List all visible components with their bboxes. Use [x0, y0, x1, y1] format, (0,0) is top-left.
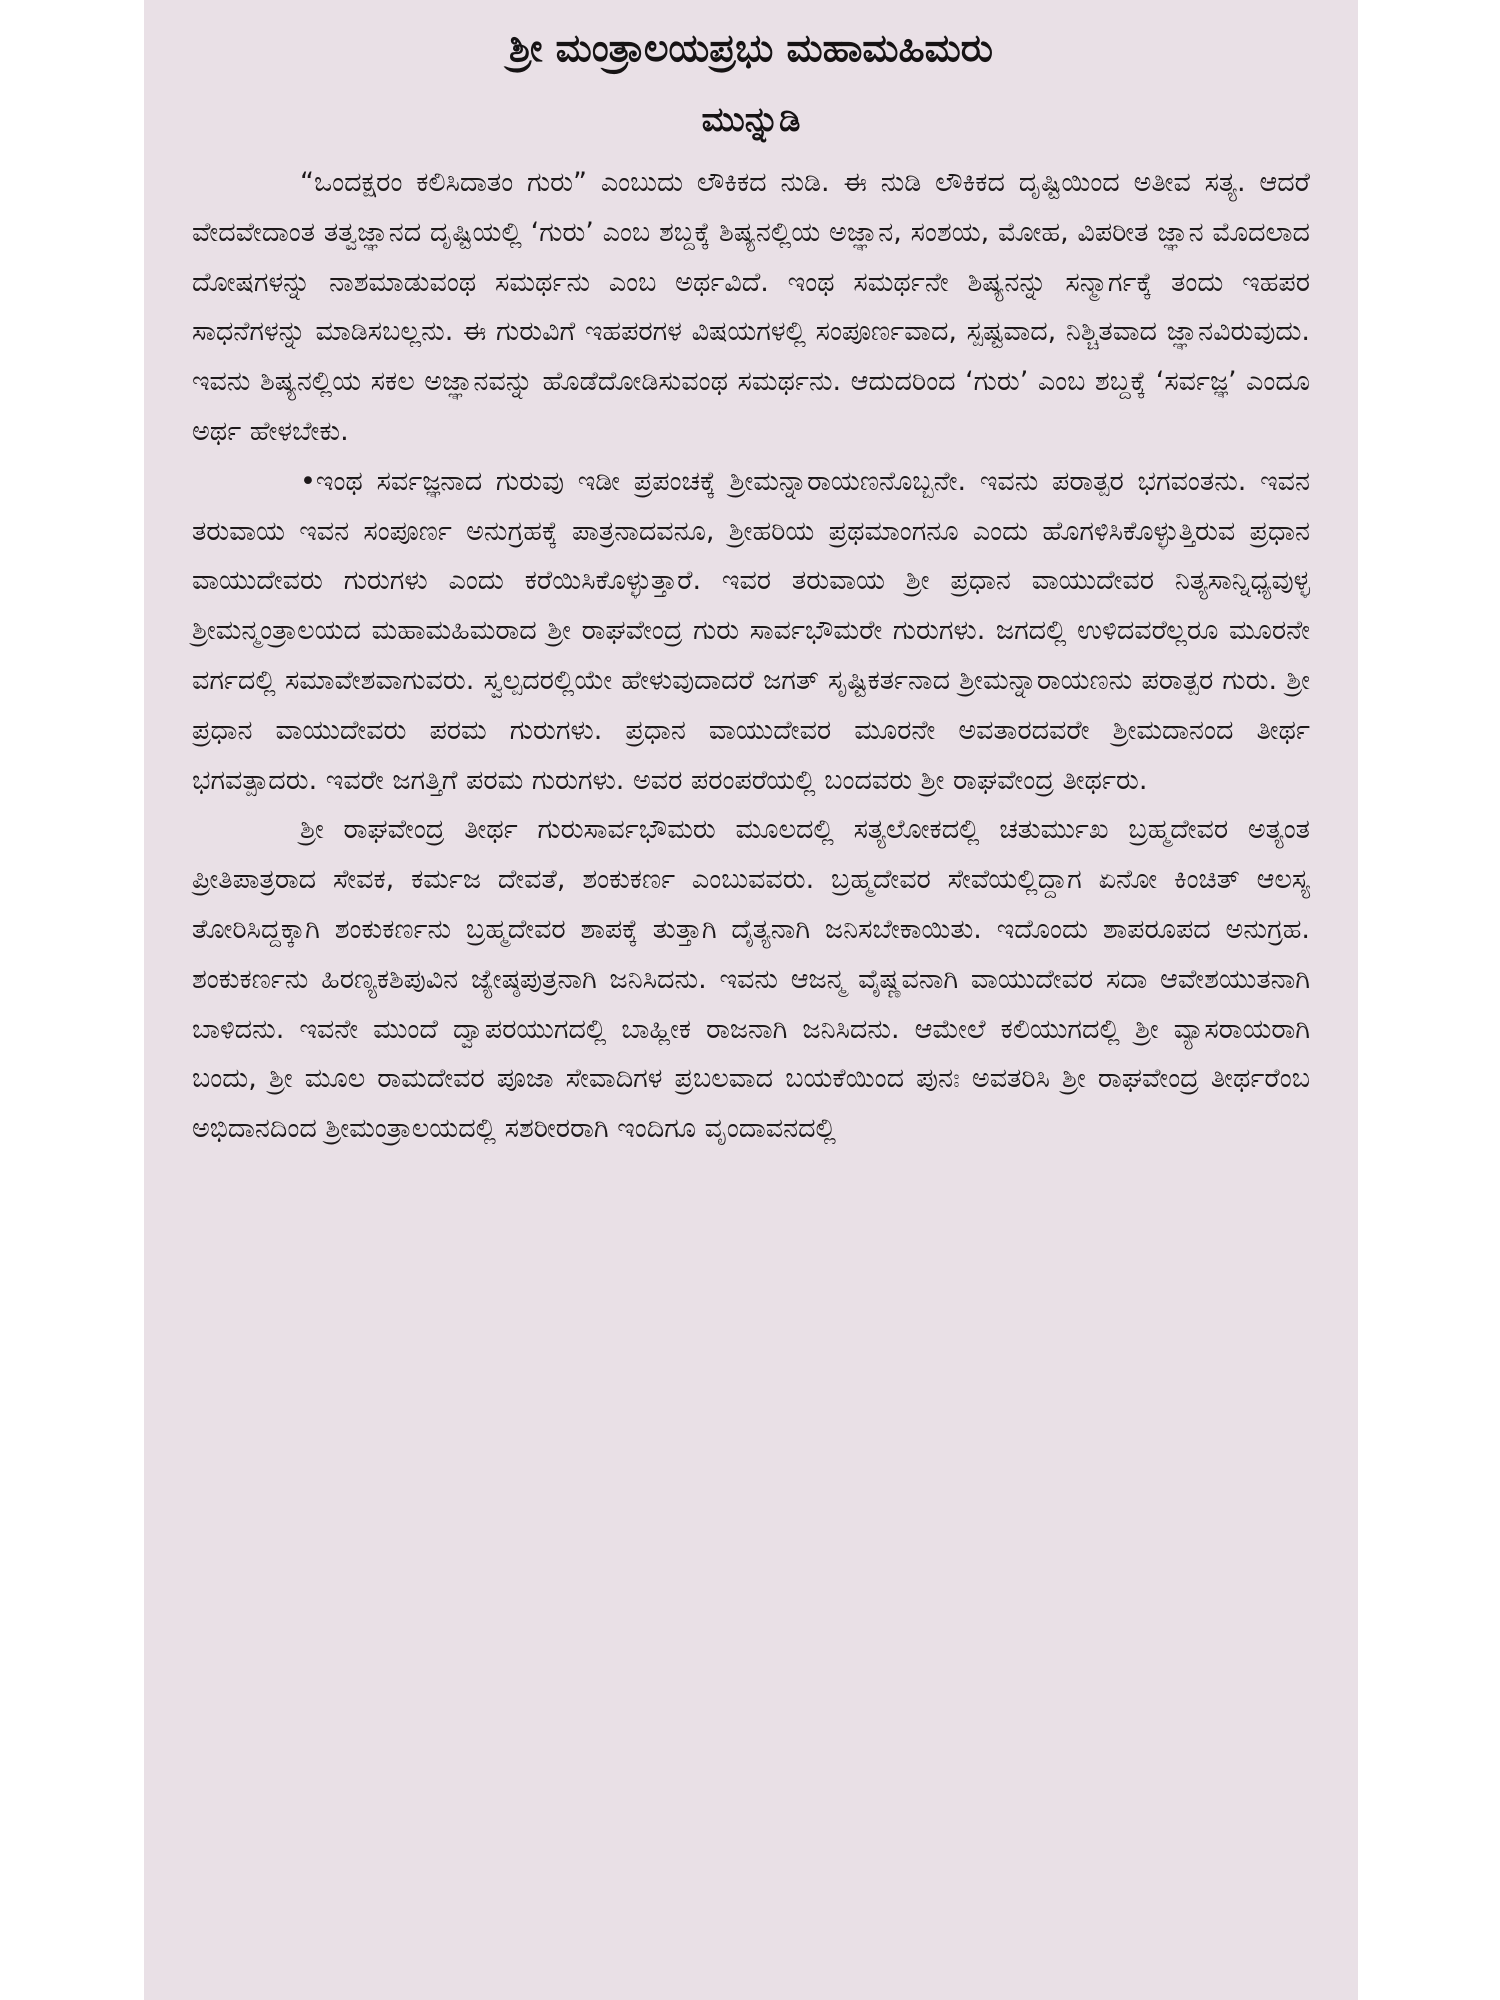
- section-heading: ಮುನ್ನುಡಿ: [701, 100, 801, 140]
- paragraph-1: “ಒಂದಕ್ಷರಂ ಕಲಿಸಿದಾತಂ ಗುರು” ಎಂಬುದು ಲೌಕಿಕದ ನುಡಿ. ಈ ನುಡಿ ಲೌಕಿಕದ ದೃಷ್ಟಿಯಿಂದ ಅತೀವ ಸತ್ಯ. ಆದರೆ ವೇದವೇದಾಂತ ತತ್ವಜ್ಞಾನದ ದೃಷ್ಟಿಯಲ್ಲಿ ‘ಗುರು’ ಎಂಬ ಶಬ್ದಕ್ಕೆ ಶಿಷ್ಯನಲ್ಲಿಯ ಅಜ್ಞಾನ, ಸಂಶಯ, ಮೋಹ, ವಿಪರೀತ ಜ್ಞಾನ ಮೊದಲಾದ ದೋಷಗಳನ್ನು ನಾಶಮಾಡುವಂಥ ಸಮರ್ಥನು ಎಂಬ ಅರ್ಥವಿದೆ. ಇಂಥ ಸಮರ್ಥನೇ ಶಿಷ್ಯನನ್ನು ಸನ್ಮಾರ್ಗಕ್ಕೆ ತಂದು ಇಹಪರ ಸಾಧನೆಗಳನ್ನು ಮಾಡಿಸಬಲ್ಲನು. ಈ ಗುರುವಿಗೆ ಇಹಪರಗಳ ವಿಷಯಗಳಲ್ಲಿ ಸಂಪೂರ್ಣವಾದ, ಸ್ಪಷ್ಟವಾದ, ನಿಶ್ಚಿತವಾದ ಜ್ಞಾನವಿರುವುದು. ಇವನು ಶಿಷ್ಯನಲ್ಲಿಯ ಸಕಲ ಅಜ್ಞಾನವನ್ನು ಹೊಡೆದೋಡಿಸುವಂಥ ಸಮರ್ಥನು. ಆದುದರಿಂದ ‘ಗುರು’ ಎಂಬ ಶಬ್ದಕ್ಕೆ ‘ಸರ್ವಜ್ಞ’ ಎಂದೂ ಅರ್ಥ ಹೇಳಬೇಕು.: [192, 167, 1310, 447]
- page-title: ಶ್ರೀ ಮಂತ್ರಾಲಯಪ್ರಭು ಮಹಾಮಹಿಮರು: [509, 26, 993, 70]
- paragraph-2: •ಇಂಥ ಸರ್ವಜ್ಞನಾದ ಗುರುವು ಇಡೀ ಪ್ರಪಂಚಕ್ಕೆ ಶ್ರೀಮನ್ನಾರಾಯಣನೊಬ್ಬನೇ. ಇವನು ಪರಾತ್ಪರ ಭಗವಂತನು. ಇವನ ತರುವಾಯ ಇವನ ಸಂಪೂರ್ಣ ಅನುಗ್ರಹಕ್ಕೆ ಪಾತ್ರನಾದವನೂ, ಶ್ರೀಹರಿಯ ಪ್ರಥಮಾಂಗನೂ ಎಂದು ಹೊಗಳಿಸಿಕೊಳ್ಳುತ್ತಿರುವ ಪ್ರಧಾನ ವಾಯುದೇವರು ಗುರುಗಳು ಎಂದು ಕರೆಯಿಸಿಕೊಳ್ಳುತ್ತಾರೆ. ಇವರ ತರುವಾಯ ಶ್ರೀ ಪ್ರಧಾನ ವಾಯುದೇವರ ನಿತ್ಯಸಾನ್ನಿಧ್ಯವುಳ್ಳ ಶ್ರೀಮನ್ಮಂತ್ರಾಲಯದ ಮಹಾಮಹಿಮರಾದ ಶ್ರೀ ರಾಘವೇಂದ್ರ ಗುರು ಸಾರ್ವಭೌಮರೇ ಗುರುಗಳು. ಜಗದಲ್ಲಿ ಉಳಿದವರೆಲ್ಲರೂ ಮೂರನೇ ವರ್ಗದಲ್ಲಿ ಸಮಾವೇಶವಾಗುವರು. ಸ್ವಲ್ಪದರಲ್ಲಿಯೇ ಹೇಳುವುದಾದರೆ ಜಗತ್ ಸೃಷ್ಟಿಕರ್ತನಾದ ಶ್ರೀಮನ್ನಾರಾಯಣನು ಪರಾತ್ಪರ ಗುರು. ಶ್ರೀ ಪ್ರಧಾನ ವಾಯುದೇವರು ಪರಮ ಗುರುಗಳು. ಪ್ರಧಾನ ವಾಯುದೇವರ ಮೂರನೇ ಅವತಾರದವರೇ ಶ್ರೀಮದಾನಂದ ತೀರ್ಥ ಭಗವತ್ಪಾದರು. ಇವರೇ ಜಗತ್ತಿಗೆ ಪರಮ ಗುರುಗಳು. ಅವರ ಪರಂಪರೆಯಲ್ಲಿ ಬಂದವರು ಶ್ರೀ ರಾಘವೇಂದ್ರ ತೀರ್ಥರು.: [192, 465, 1310, 796]
- paragraph-3: ಶ್ರೀ ರಾಘವೇಂದ್ರ ತೀರ್ಥ ಗುರುಸಾರ್ವಭೌಮರು ಮೂಲದಲ್ಲಿ ಸತ್ಯಲೋಕದಲ್ಲಿ ಚತುರ್ಮುಖ ಬ್ರಹ್ಮದೇವರ ಅತ್ಯಂತ ಪ್ರೀತಿಪಾತ್ರರಾದ ಸೇವಕ, ಕರ್ಮಜ ದೇವತೆ, ಶಂಕುಕರ್ಣ ಎಂಬುವವರು. ಬ್ರಹ್ಮದೇವರ ಸೇವೆಯಲ್ಲಿದ್ದಾಗ ಏನೋ ಕಿಂಚಿತ್ ಆಲಸ್ಯ ತೋರಿಸಿದ್ದಕ್ಕಾಗಿ ಶಂಕುಕರ್ಣನು ಬ್ರಹ್ಮದೇವರ ಶಾಪಕ್ಕೆ ತುತ್ತಾಗಿ ದೈತ್ಯನಾಗಿ ಜನಿಸಬೇಕಾಯಿತು. ಇದೊಂದು ಶಾಪರೂಪದ ಅನುಗ್ರಹ. ಶಂಕುಕರ್ಣನು ಹಿರಣ್ಯಕಶಿಪುವಿನ ಜ್ಯೇಷ್ಠಪುತ್ರನಾಗಿ ಜನಿಸಿದನು. ಇವನು ಆಜನ್ಮ ವೈಷ್ಣವನಾಗಿ ವಾಯುದೇವರ ಸದಾ ಆವೇಶಯುತನಾಗಿ ಬಾಳಿದನು. ಇವನೇ ಮುಂದೆ ದ್ವಾಪರಯುಗದಲ್ಲಿ ಬಾಹ್ಲೀಕ ರಾಜನಾಗಿ ಜನಿಸಿದನು. ಆಮೇಲೆ ಕಲಿಯುಗದಲ್ಲಿ ಶ್ರೀ ವ್ಯಾಸರಾಯರಾಗಿ ಬಂದು, ಶ್ರೀ ಮೂಲ ರಾಮದೇವರ ಪೂಜಾ ಸೇವಾದಿಗಳ ಪ್ರಬಲವಾದ ಬಯಕೆಯಿಂದ ಪುನಃ ಅವತರಿಸಿ ಶ್ರೀ ರಾಘವೇಂದ್ರ ತೀರ್ಥರೆಂಬ ಅಭಿದಾನದಿಂದ ಶ್ರೀಮಂತ್ರಾಲಯದಲ್ಲಿ ಸಶರೀರರಾಗಿ ಇಂದಿಗೂ ವೃಂದಾವನದಲ್ಲಿ: [192, 814, 1310, 1145]
- scanned-page: [144, 0, 1358, 2000]
